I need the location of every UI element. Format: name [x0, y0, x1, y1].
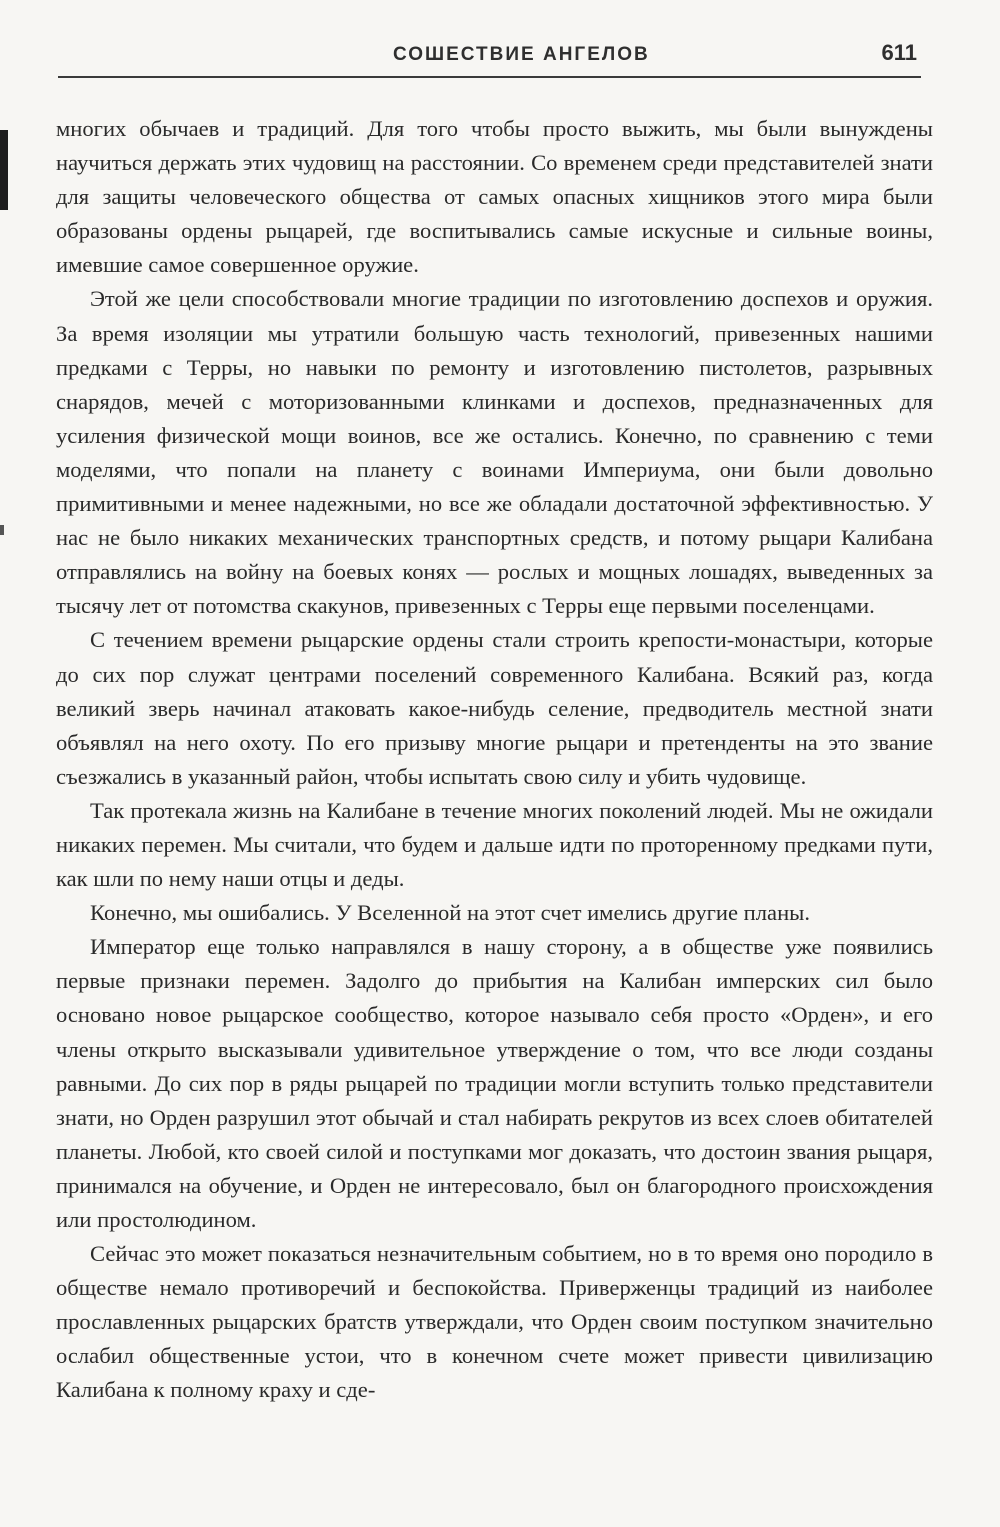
- scan-edge-speck: [0, 525, 4, 535]
- body-text: [56, 112, 933, 1408]
- paragraph-3: С течением времени рыцарские ордены стали строить крепости-монастыри, которые до сих пор служат центрами поселений современного Калибана. Всякий раз, когда великий зверь начинал атаковать какое-нибудь селение, предводитель местной знати объявлял на него охоту. По его призыву многие рыцари и претенденты на это звание съезжались в указанный район, чтобы испытать свою силу и убить чудовище.: [56, 627, 933, 789]
- page-number: 611: [881, 40, 917, 65]
- running-title: СОШЕСТВИЕ АНГЕЛОВ: [393, 44, 650, 65]
- paragraph-4: Так протекала жизнь на Калибане в течение многих поколений людей. Мы не ожидали никаких перемен. Мы считали, что будем и дальше идти по проторенному предками пути, как шли по нему наши отцы и деды.: [56, 797, 933, 892]
- paragraph-6: Император еще только направлялся в нашу сторону, а в обществе уже появились первые признаки перемен. Задолго до прибытия на Калибан имперских сил было основано новое рыцарское сообщество, которое называло себя просто «Орден», и его члены открыто высказывали удивительное утверждение о том, что все люди созданы равными. До сих пор в ряды рыцарей по традиции могли вступить только представители знати, но Орден разрушил этот обычай и стал набирать рекрутов из всех слоев обитателей планеты. Любой, кто своей силой и поступками мог доказать, что достоин звания рыцаря, принимался на обучение, и Орден не интересовало, был он благородного происхождения или простолюдином.: [56, 934, 933, 1232]
- page-header: [58, 40, 921, 78]
- paragraph-5: Конечно, мы ошибались. У Вселенной на этот счет имелись другие планы.: [90, 900, 810, 926]
- paragraph-7: Сейчас это может показаться незначительным событием, но в то время оно породило в обществе немало противоречий и беспокойства. Приверженцы традиций из наиболее прославленных рыцарских братств утверждали, что Орден своим поступком значительно ослабил общественные устои, что в конечном счете может привести цивилизацию Калибана к полному краху и сде-: [56, 1241, 933, 1403]
- header-rule: [58, 76, 921, 78]
- paragraph-2: Этой же цели способствовали многие традиции по изготовлению доспехов и оружия. За время изоляции мы утратили большую часть технологий, привезенных нашими предками с Терры, но навыки по ремонту и изготовлению пистолетов, разрывных снарядов, мечей с моторизованными клинками и доспехов, предназначенных для усиления физической мощи воинов, все же остались. Конечно, по сравнению с теми моделями, что попали на планету с воинами Империума, они были довольно примитивными и менее надежными, но все же обладали достаточной эффективностью. У нас не было никаких механических транспортных средств, и потому рыцари Калибана отправлялись на войну на боевых конях — рослых и мощных лошадях, выведенных за тысячу лет от потомства скакунов, привезенных с Терры еще первыми поселенцами.: [56, 286, 933, 619]
- paragraph-1: многих обычаев и традиций. Для того чтобы просто выжить, мы были вынуждены научиться держать этих чудовищ на расстоянии. Со временем среди представителей знати для защиты человеческого общества от самых опасных хищников этого мира были образованы ордены рыцарей, где воспитывались самые искусные и сильные воины, имевшие самое совершенное оружие.: [56, 116, 933, 278]
- scan-edge-mark: [0, 130, 8, 210]
